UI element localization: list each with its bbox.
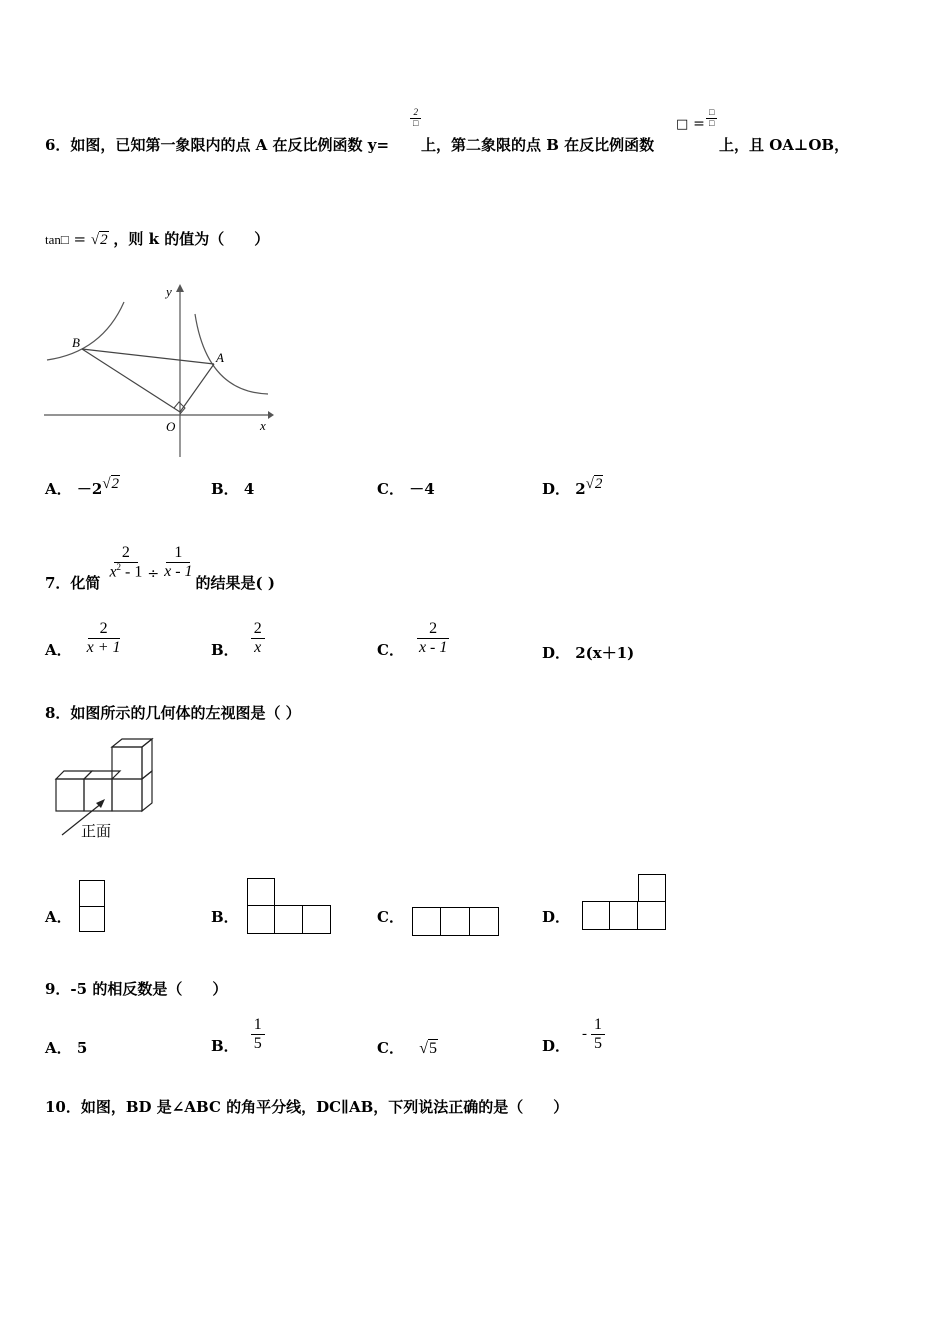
- sqrt-2: √2: [585, 476, 603, 492]
- q8-option-d[interactable]: D．: [542, 908, 571, 926]
- q8-question: 8．如图所示的几何体的左视图是（ ）: [45, 704, 301, 722]
- q6-option-a[interactable]: A． －2√2: [45, 476, 120, 498]
- q7-option-a[interactable]: A． $\frac{2}{x + 1}$: [45, 620, 121, 659]
- tan-label: tan□: [45, 232, 69, 247]
- q9-option-b[interactable]: B． $\frac{1}{5}$: [211, 1013, 265, 1056]
- sqrt-5: √5: [419, 1040, 437, 1057]
- sqrt-2: √2: [102, 476, 120, 492]
- q9-option-c[interactable]: C． √5: [377, 1039, 437, 1057]
- q6-text-a: 6．如图，已知第一象限内的点 A 在反比例函数 y=: [45, 136, 390, 154]
- q7-fraction-2: $\frac{1}{x - 1}$: [164, 544, 193, 580]
- q7-option-c[interactable]: C． $\frac{2}{x - 1}$: [377, 620, 448, 659]
- hyperbola-branch-i: [195, 314, 268, 394]
- q8-option-b[interactable]: B．: [211, 908, 239, 926]
- q6-option-c[interactable]: C． －4: [377, 480, 435, 498]
- q8-option-b-view: [247, 878, 331, 934]
- front-label: 正面: [81, 822, 112, 840]
- q9-option-d[interactable]: D． - $\frac{1}{5}$: [542, 1013, 605, 1056]
- q6-line2: tan□ = √2 ，则 k 的值为（ ）: [45, 230, 270, 248]
- label-x: x: [260, 418, 266, 433]
- q8-option-c[interactable]: C．: [377, 908, 404, 926]
- y-axis-arrow: [176, 284, 184, 292]
- q6-graph: [42, 282, 274, 462]
- sqrt-2: √2: [90, 232, 108, 248]
- q6-line1: [45, 134, 389, 155]
- q8-option-a[interactable]: A．: [45, 908, 72, 926]
- segment-ao: [180, 364, 214, 412]
- q6-option-d[interactable]: D． 2√2: [542, 476, 603, 498]
- label-a: A: [216, 350, 224, 365]
- label-b: B: [72, 335, 80, 350]
- q8-option-c-view: [412, 907, 499, 936]
- q6-line1-middle: 上，第二象限的点 B 在反比例函数: [421, 136, 655, 154]
- label-o: O: [166, 419, 176, 434]
- q6-inline-fraction: $\frac{2}{□}$: [410, 108, 421, 129]
- q10-question: 10．如图，BD 是∠ABC 的角平分线，DC∥AB，下列说法正确的是（ ）: [45, 1098, 569, 1116]
- label-y: y: [166, 284, 172, 299]
- q9-question: 9．-5 的相反数是（ ）: [45, 980, 228, 998]
- q8-option-d-view: [582, 874, 666, 930]
- q7-option-d[interactable]: D． 2(x＋1): [542, 644, 635, 662]
- q6-option-b[interactable]: B． 4: [211, 480, 255, 498]
- q7-fraction-1: $\frac{2}{x^2 - 1}$: [109, 544, 143, 581]
- q9-option-a[interactable]: A． 5: [45, 1039, 88, 1057]
- q8-option-a-view: [79, 880, 105, 932]
- x-axis-arrow: [268, 411, 274, 419]
- q7-line: 7．化简 $\frac{2}{x^2 - 1}$ ÷ $\frac{1}{x - 1}$ 的结果是( ): [45, 544, 275, 592]
- q6-equation-placeholder: □ =: [676, 116, 705, 132]
- q6-line1-end: 上，且 OA⊥OB，: [719, 136, 850, 154]
- q6-second-fraction: $\frac{□}{□}$: [706, 108, 717, 129]
- q7-option-b[interactable]: B． $\frac{2}{x}$: [211, 617, 265, 660]
